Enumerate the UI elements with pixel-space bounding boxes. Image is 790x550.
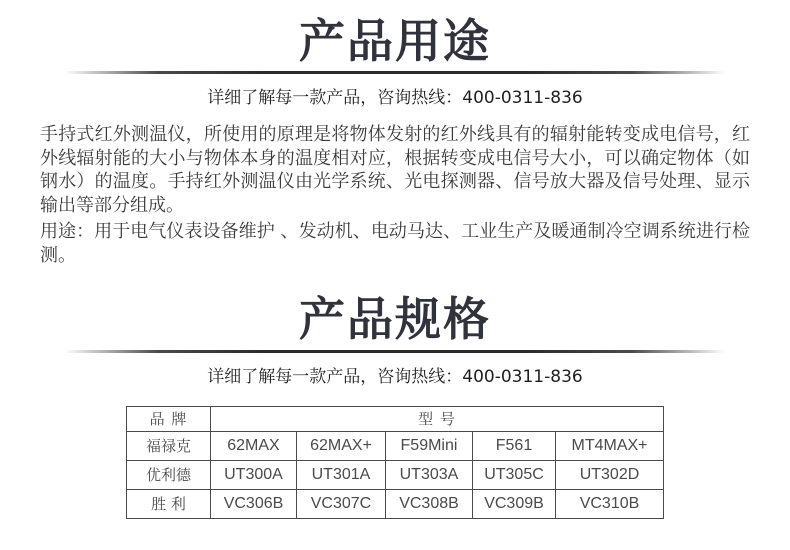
model-number: UT305C <box>472 460 555 489</box>
model-number: VC309B <box>472 489 555 518</box>
table-row-victor <box>126 489 663 518</box>
model-number: VC306B <box>210 489 296 518</box>
model-number: UT303A <box>385 460 472 489</box>
section-product-specs <box>0 292 790 518</box>
usage-section-title: 产品用途 <box>299 14 491 68</box>
model-number: VC308B <box>385 489 472 518</box>
model-number: UT301A <box>296 460 385 489</box>
specs-hotline-text: 详细了解每一款产品，咨询热线：400-0311-836 <box>207 366 583 387</box>
brand-name: 优利德 <box>126 460 210 489</box>
section-product-usage <box>0 14 790 267</box>
model-number: UT300A <box>210 460 296 489</box>
usage-paragraph-applications: 用途：用于电气仪表设备维护 、发动机、电动马达、工业生产及暖通制冷空调系统进行检测。 <box>40 221 750 266</box>
table-header-row <box>126 406 663 431</box>
model-number: F59Mini <box>385 431 472 460</box>
model-number: F561 <box>472 431 555 460</box>
model-number: VC307C <box>296 489 385 518</box>
title-divider-line <box>65 350 725 353</box>
table-row-fluke <box>126 431 663 460</box>
title-divider-line <box>65 71 725 74</box>
model-number: UT302D <box>555 460 663 489</box>
brand-column-header: 品 牌 <box>126 406 210 431</box>
usage-hotline-text: 详细了解每一款产品，咨询热线：400-0311-836 <box>207 88 583 109</box>
model-number: VC310B <box>555 489 663 518</box>
model-number: 62MAX+ <box>296 431 385 460</box>
model-number: MT4MAX+ <box>555 431 663 460</box>
brand-name: 福禄克 <box>126 431 210 460</box>
brand-name: 胜 利 <box>126 489 210 518</box>
table-row-unit <box>126 460 663 489</box>
specs-section-title: 产品规格 <box>299 292 491 347</box>
model-number: 62MAX <box>210 431 296 460</box>
usage-paragraph-principle: 手持式红外测温仪，所使用的原理是将物体发射的红外线具有的辐射能转变成电信号，红外线辐射能的大小与物体本身的温度相对应，根据转变成电信号大小，可以确定物体（如钢水）的温度。手持红外测温仪由光学系统、光电探测器、信号放大器及信号处理、显示输出等部分组成。 <box>40 124 750 216</box>
model-spec-table <box>126 406 664 519</box>
model-column-header: 型 号 <box>210 406 663 431</box>
